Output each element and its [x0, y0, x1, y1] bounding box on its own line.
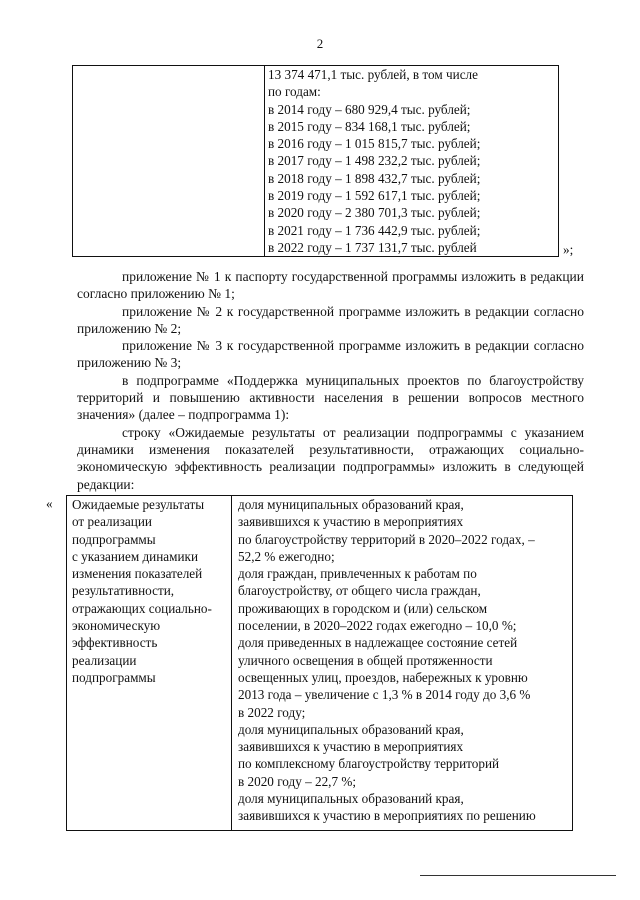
paragraph-text: приложение № 2 к государственной программе изложить в редакции согласно приложению № 2;: [77, 303, 584, 336]
table-line: 13 374 471,1 тыс. рублей, в том числе: [268, 67, 478, 82]
table-line: заявившихся к участию в мероприятиях: [238, 739, 464, 755]
table-line: доля приведенных в надлежащее состояние сетей: [238, 635, 518, 651]
closing-quote: »;: [563, 242, 574, 257]
table-line: подпрограммы: [72, 531, 156, 547]
paragraph: [77, 268, 584, 303]
paragraph-text: приложение № 1 к паспорту государственной программы изложить в редакции согласно приложению № 1;: [77, 269, 584, 302]
page-number: 2: [316, 36, 324, 51]
table-line: эффективность: [72, 635, 158, 651]
table-line: в 2022 году – 1 737 131,7 тыс. рублей: [268, 239, 477, 255]
table-line: заявившихся к участию в мероприятиях: [238, 514, 464, 530]
paragraph-text: строку «Ожидаемые результаты от реализации подпрограммы с указанием динамики изменения показателей результативности, отражающих социально-экономическую эффективность реализации подпрограммы» изложить в следующей редакции:: [77, 424, 584, 492]
table-line: доля муниципальных образований края,: [238, 721, 464, 737]
table-line: доля муниципальных образований края,: [238, 497, 464, 512]
table-line: доля муниципальных образований края,: [238, 791, 464, 807]
table-line: в 2022 году;: [238, 704, 306, 720]
table-row: [67, 496, 573, 831]
funding-table: [72, 65, 559, 257]
table-line: реализации: [72, 652, 137, 668]
table-line: в 2021 году – 1 736 442,9 тыс. рублей;: [268, 222, 481, 238]
table-line: поселении, в 2020–2022 годах ежегодно – 10,0 %;: [238, 618, 517, 634]
expected-results-label-cell: [67, 496, 232, 831]
table-line: 52,2 % ежегодно;: [238, 548, 335, 564]
table-line: уличного освещения в общей протяженности: [238, 652, 493, 668]
table-line: результативности,: [72, 583, 175, 599]
table-line: по годам:: [268, 84, 321, 100]
table-line: в 2020 году – 22,7 %;: [238, 773, 357, 789]
table-row: [73, 66, 559, 257]
table-line: Ожидаемые результаты: [72, 497, 205, 512]
expected-results-value-cell: [232, 496, 573, 831]
table-line: экономическую: [72, 618, 161, 634]
footer-rule: [420, 875, 616, 876]
table-line: в 2017 году – 1 498 232,2 тыс. рублей;: [268, 153, 481, 169]
paragraph: [77, 424, 584, 493]
paragraph-text: в подпрограмме «Поддержка муниципальных проектов по благоустройству территорий и повышению активности населения в решении вопросов местного значения» (далее – подпрограмма 1):: [77, 372, 584, 423]
table-line: освещенных улиц, проездов, набережных к уровню: [238, 669, 528, 685]
table-line: в 2014 году – 680 929,4 тыс. рублей;: [268, 101, 471, 117]
table-line: проживающих в городском и (или) сельском: [238, 600, 488, 616]
table-line: изменения показателей: [72, 566, 203, 582]
paragraph: [77, 372, 584, 424]
document-body: [77, 268, 584, 493]
table-line: в 2016 году – 1 015 815,7 тыс. рублей;: [268, 136, 481, 152]
table-line: по комплексному благоустройству территорий: [238, 756, 500, 772]
table-line: подпрограммы: [72, 669, 156, 685]
expected-results-table: [66, 495, 573, 831]
opening-quote: «: [46, 496, 53, 511]
paragraph: [77, 337, 584, 372]
paragraph: [77, 303, 584, 338]
table-line: в 2019 году – 1 592 617,1 тыс. рублей;: [268, 188, 481, 204]
paragraph-text: приложение № 3 к государственной программе изложить в редакции согласно приложению № 3;: [77, 338, 584, 371]
funding-table-right-cell: [265, 66, 559, 257]
table-line: в 2020 году – 2 380 701,3 тыс. рублей;: [268, 205, 481, 221]
table-line: отражающих социально-: [72, 600, 212, 616]
table-line: в 2018 году – 1 898 432,7 тыс. рублей;: [268, 170, 481, 186]
table-line: благоустройству, от общего числа граждан,: [238, 583, 481, 599]
table-line: в 2015 году – 834 168,1 тыс. рублей;: [268, 118, 471, 134]
table-line: заявившихся к участию в мероприятиях по решению: [238, 808, 536, 824]
table-line: с указанием динамики: [72, 548, 199, 564]
funding-table-left-cell: [73, 66, 265, 257]
table-line: от реализации: [72, 514, 152, 530]
table-line: доля граждан, привлеченных к работам по: [238, 566, 477, 582]
table-line: по благоустройству территорий в 2020–2022 годах, –: [238, 531, 535, 547]
table-line: 2013 года – увеличение с 1,3 % в 2014 году до 3,6 %: [238, 687, 531, 703]
